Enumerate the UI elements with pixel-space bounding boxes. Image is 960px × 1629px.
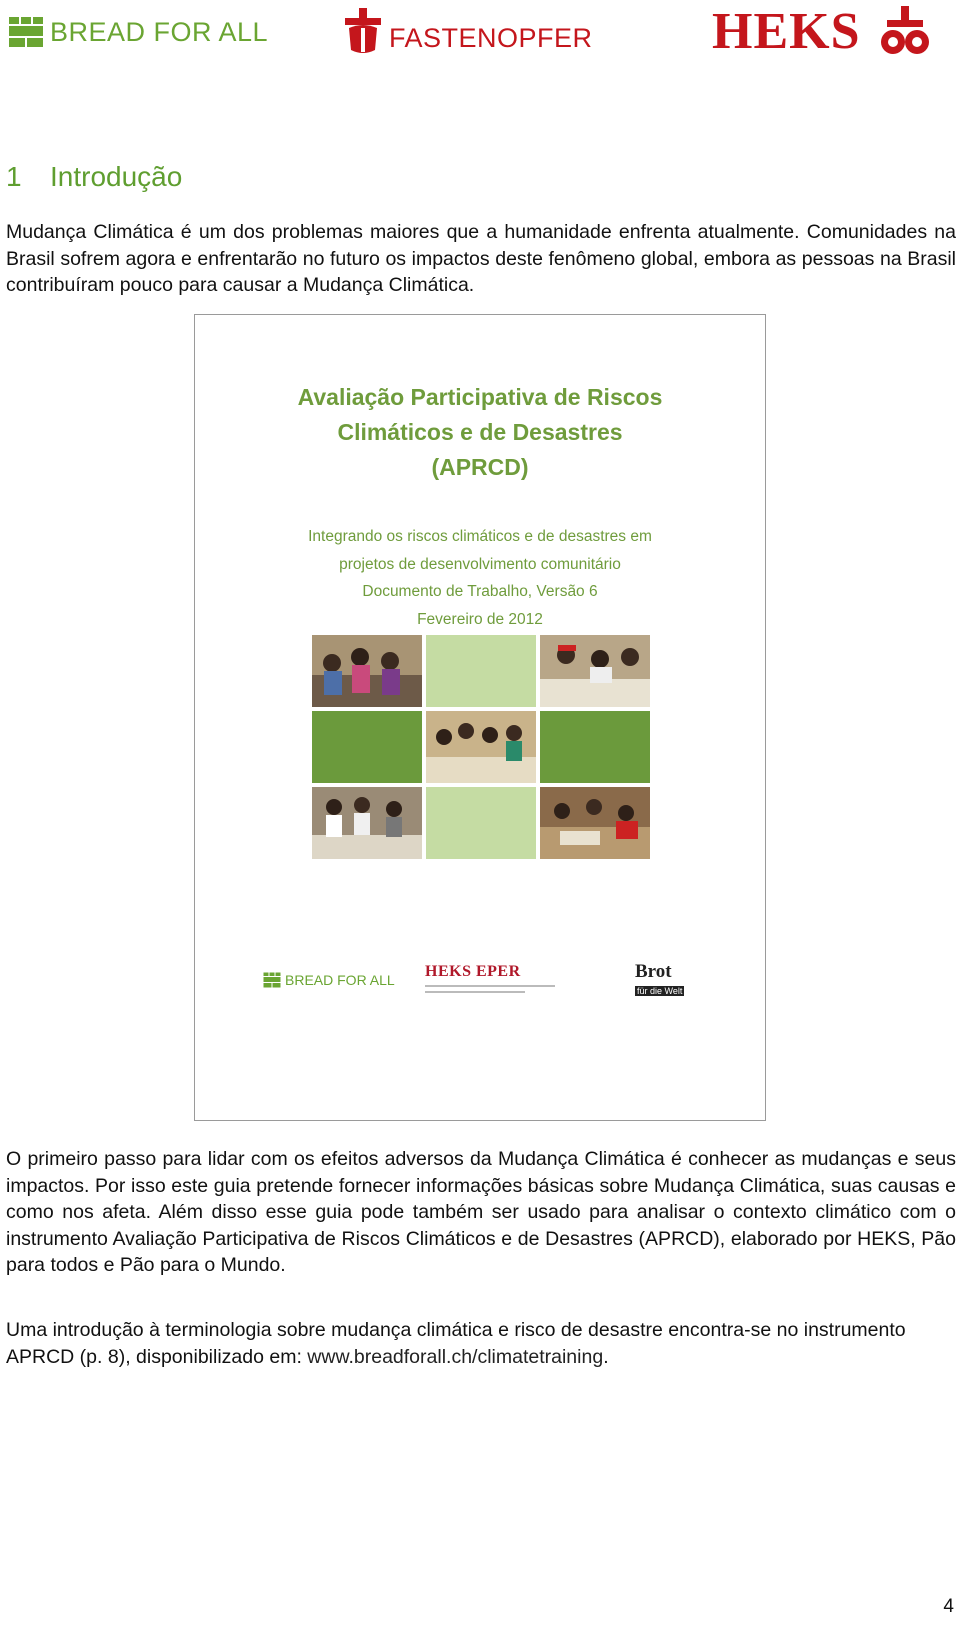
section-heading	[6, 161, 182, 193]
cover-tile-light	[426, 635, 536, 707]
cover-bread-for-all-text: BREAD FOR ALL	[285, 972, 395, 988]
heks-logo	[712, 4, 931, 60]
terminology-paragraph	[6, 1317, 956, 1370]
cover-heks-eper-text: HEKS EPER	[425, 963, 521, 980]
cover-photo	[426, 711, 536, 783]
cover-tile-light	[426, 787, 536, 859]
cover-bread-for-all-logo	[263, 971, 395, 989]
cover-photo	[540, 787, 650, 859]
cover-photo	[312, 635, 422, 707]
intro-paragraph: Mudança Climática é um dos problemas maiores que a humanidade enfrenta atualmente. Comunidades na Brasil sofrem agora e enfrentarão no futuro os impactos deste fenômeno global, embora as pessoas na Brasil contribuíram pouco para causar a Mudança Climática.	[6, 221, 956, 296]
cover-subtitle-line: projetos de desenvolvimento comunitário	[339, 555, 621, 573]
cover-brot-text: Brot	[635, 961, 672, 982]
fastenopfer-logo-text: FASTENOPFER	[389, 22, 593, 53]
terminology-text: Uma introdução à terminologia sobre mudança climática e risco de desastre encontra-se no instrumento APRCD (p. 8), disponibilizado em:	[6, 1319, 906, 1368]
cover-photo	[312, 787, 422, 859]
cover-brot-subtext: für die Welt	[637, 986, 683, 996]
cover-title-line: Climáticos e de Desastres	[337, 419, 623, 445]
bread-for-all-logo	[8, 14, 268, 50]
cover-subtitle-line: Integrando os riscos climáticos e de desastres em	[308, 528, 652, 545]
cover-tile-dark	[540, 711, 650, 783]
heks-emblem-icon	[879, 6, 931, 58]
aprcd-cover-image	[194, 314, 766, 1121]
cover-title	[195, 380, 765, 485]
terminology-end: .	[603, 1345, 609, 1368]
cover-title-line: Avaliação Participativa de Riscos	[297, 384, 663, 410]
bread-for-all-logo-text: BREAD FOR ALL	[50, 16, 269, 47]
cover-logos	[195, 963, 765, 1003]
cover-brot-logo	[635, 963, 684, 999]
page-number: 4	[943, 1596, 954, 1617]
bread-for-all-mark-icon	[8, 14, 44, 50]
page-header	[0, 0, 960, 70]
cover-subtitle	[195, 523, 765, 633]
section-title: Introdução	[50, 161, 183, 192]
cover-tile-dark	[312, 711, 422, 783]
cover-subtitle-line: Documento de Trabalho, Versão 6	[362, 583, 598, 600]
fastenopfer-logo	[345, 8, 593, 54]
body-paragraph: O primeiro passo para lidar com os efeitos adversos da Mudança Climática é conhecer as mudanças e seus impactos. Por isso este guia pretende fornecer informações básicas sobre Mudança Climática, suas causas e como nos afeta. Além disso esse guia pode também ser usado para analisar o contexto climático com o instrumento Avaliação Participativa de Riscos Climáticos e de Desastres (APRCD), elaborado por HEKS, Pão para todos e Pão para o Mundo.	[6, 1148, 956, 1276]
cover-photo-grid	[312, 635, 650, 860]
fastenopfer-cross-icon	[345, 8, 381, 54]
cover-heks-eper-logo	[425, 963, 555, 993]
cover-photo	[540, 635, 650, 707]
bread-for-all-mark-icon	[263, 971, 281, 989]
cover-title-line: (APRCD)	[431, 454, 529, 480]
heks-logo-text: HEKS	[712, 3, 861, 60]
section-number: 1	[6, 161, 22, 192]
cover-subtitle-line: Fevereiro de 2012	[417, 610, 543, 628]
climate-training-link[interactable]: www.breadforall.ch/climatetraining	[307, 1345, 604, 1368]
